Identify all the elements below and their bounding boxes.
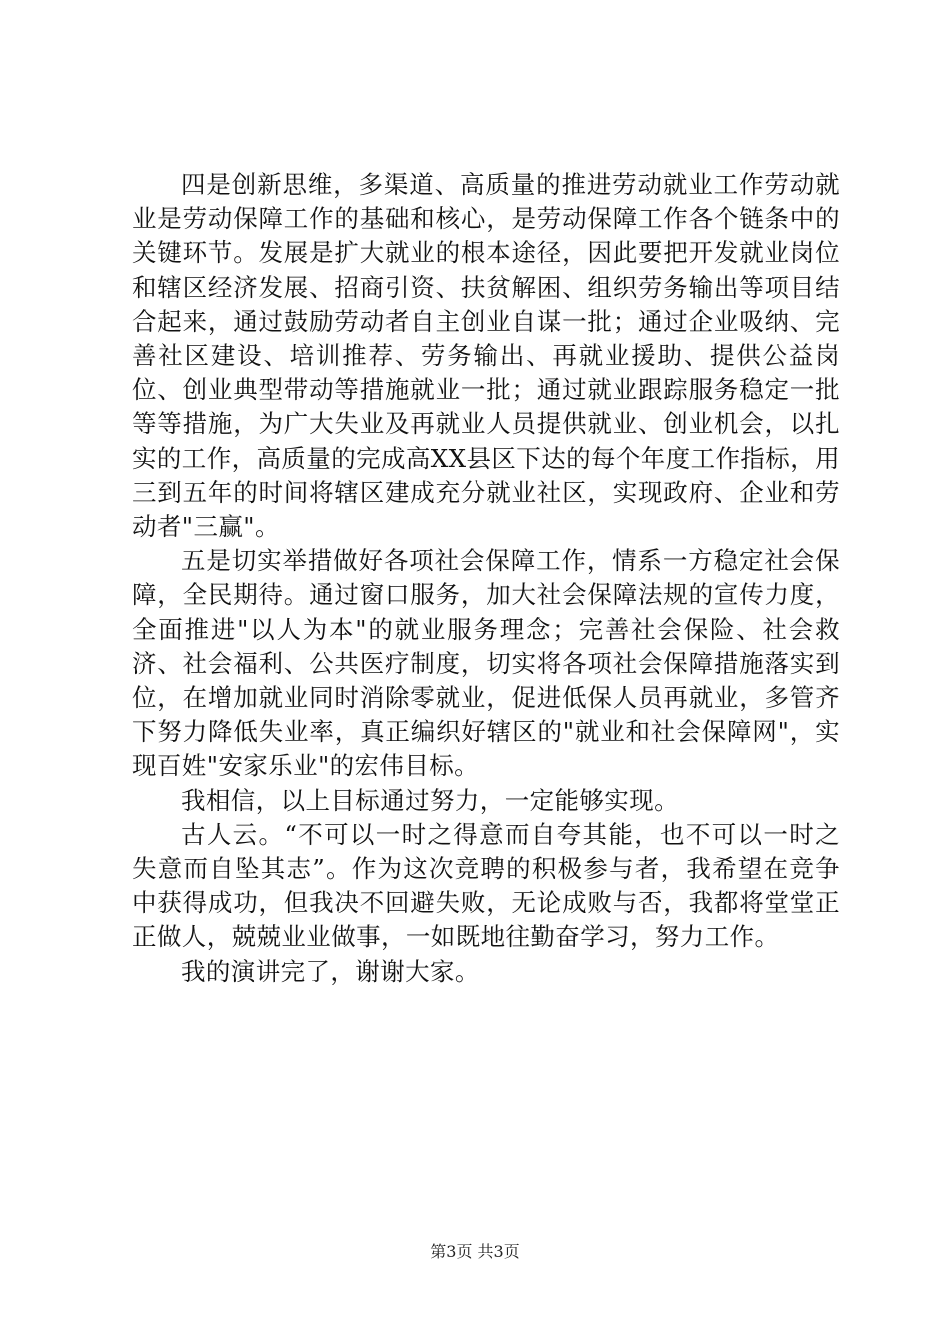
document-body (132, 168, 840, 989)
paragraph-ancient-saying: 古人云。“不可以一时之得意而自夸其能，也不可以一时之失意而自坠其志”。作为这次竞聘的积极参与者，我希望在竞争中获得成功，但我决不回避失败，无论成败与否，我都将堂堂正正做人，兢兢业业做事，一如既地往勤奋学习，努力工作。 (132, 819, 840, 952)
page-footer: 第3页 共3页 (430, 1242, 520, 1261)
paragraph-confidence: 我相信，以上目标通过努力，一定能够实现。 (181, 785, 679, 815)
paragraph-innovation-employment: 四是创新思维，多渠道、高质量的推进劳动就业工作劳动就业是劳动保障工作的基础和核心，是劳动保障工作各个链条中的关键环节。发展是扩大就业的根本途径，因此要把开发就业岗位和辖区经济发展、招商引资、扶贫解困、组织劳务输出等项目结合起来，通过鼓励劳动者自主创业自谋一批；通过企业吸纳、完善社区建设、培训推荐、劳务输出、再就业援助、提供公益岗位、创业典型带动等措施就业一批；通过就业跟踪服务稳定一批等等措施，为广大失业及再就业人员提供就业、创业机会，以扎实的工作，高质量的完成高XX县区下达的每个年度工作指标，用三到五年的时间将辖区建成充分就业社区，实现政府、企业和劳动者"三赢"。 (132, 170, 840, 542)
paragraph-closing: 我的演讲完了，谢谢大家。 (181, 956, 480, 986)
paragraph-social-security: 五是切实举措做好各项社会保障工作，情系一方稳定社会保障，全民期待。通过窗口服务，加大社会保障法规的宣传力度，全面推进"以人为本"的就业服务理念；完善社会保险、社会救济、社会福利、公共医疗制度，切实将各项社会保障措施落实到位，在增加就业同时消除零就业，促进低保人员再就业，多管齐下努力降低失业率，真正编织好辖区的"就业和社会保障网"，实现百姓"安家乐业"的宏伟目标。 (132, 546, 840, 781)
